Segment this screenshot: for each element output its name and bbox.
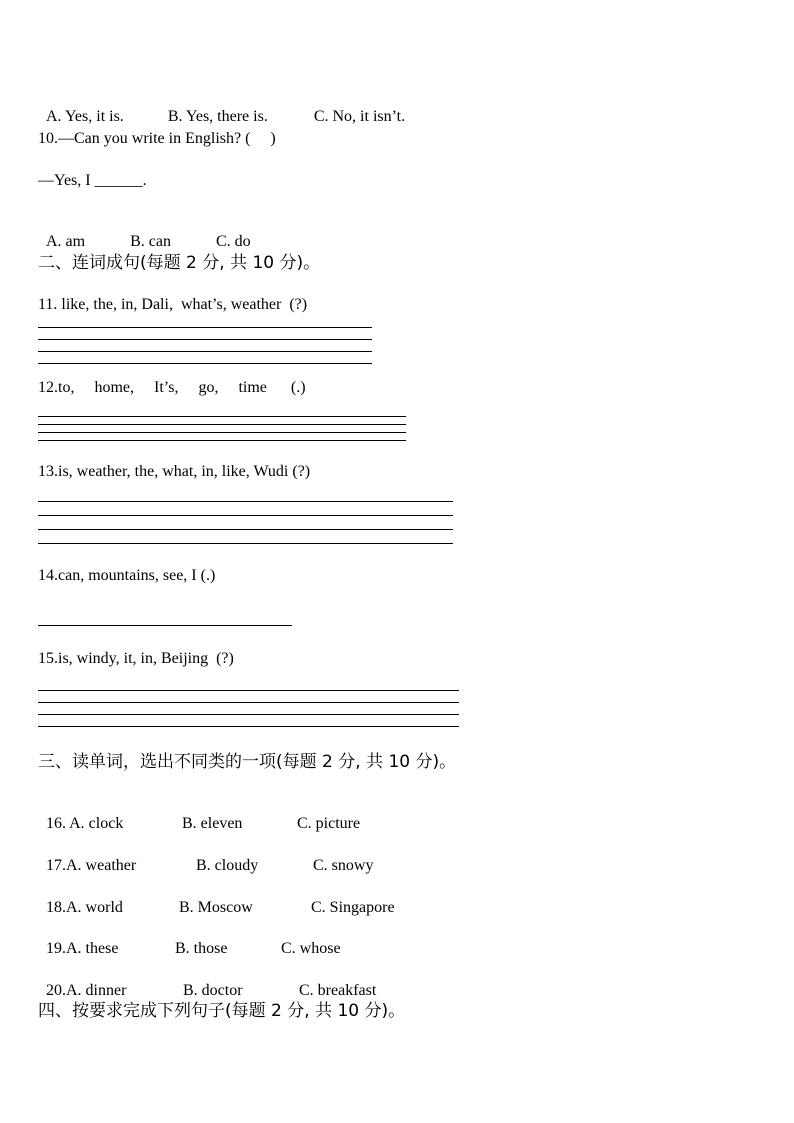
q12-answer-line-4[interactable] bbox=[38, 440, 406, 441]
q19-row bbox=[38, 919, 341, 959]
q14-text: 14.can, mountains, see, I (.) bbox=[38, 567, 216, 584]
q20-option-a: 20.A. dinner bbox=[46, 982, 127, 999]
q15-answer-line-3[interactable] bbox=[38, 714, 459, 715]
q11-answer-line-3[interactable] bbox=[38, 351, 372, 352]
q16-option-a: 16. A. clock bbox=[46, 815, 124, 832]
q19-option-b: B. those bbox=[175, 940, 228, 957]
q17-option-a: 17.A. weather bbox=[46, 857, 137, 874]
q10-option-a: A. am bbox=[46, 233, 86, 250]
q18-option-c: C. Singapore bbox=[311, 899, 395, 916]
q13-answer-line-2[interactable] bbox=[38, 515, 453, 516]
q10-option-b: B. can bbox=[130, 233, 171, 250]
q16-option-c: C. picture bbox=[297, 815, 361, 832]
q15-answer-line-4[interactable] bbox=[38, 726, 459, 727]
q11-answer-line-4[interactable] bbox=[38, 363, 372, 364]
section4-heading: 四、按要求完成下列句子(每题 2 分, 共 10 分)。 bbox=[38, 1001, 406, 1021]
q9-options bbox=[38, 87, 405, 127]
q13-answer-line-1[interactable] bbox=[38, 501, 453, 502]
q13-answer-line-3[interactable] bbox=[38, 529, 453, 530]
q10-option-c: C. do bbox=[215, 233, 251, 250]
q18-row bbox=[38, 878, 395, 918]
q16-row bbox=[38, 794, 360, 834]
q10-options bbox=[38, 212, 251, 252]
q18-option-a: 18.A. world bbox=[46, 899, 123, 916]
q10-question: 10.—Can you write in English? ( ) bbox=[38, 130, 276, 147]
q11-answer-line-1[interactable] bbox=[38, 327, 372, 328]
q19-option-c: C. whose bbox=[281, 940, 341, 957]
q15-text: 15.is, windy, it, in, Beijing (?) bbox=[38, 650, 234, 667]
q12-text: 12.to, home, It’s, go, time (.) bbox=[38, 379, 306, 396]
q15-answer-line-1[interactable] bbox=[38, 690, 459, 691]
q17-row bbox=[38, 836, 373, 876]
q17-option-b: B. cloudy bbox=[196, 857, 259, 874]
q15-answer-line-2[interactable] bbox=[38, 702, 459, 703]
q9-option-c: C. No, it isn’t. bbox=[313, 108, 406, 125]
q20-option-b: B. doctor bbox=[183, 982, 243, 999]
q11-answer-line-2[interactable] bbox=[38, 339, 372, 340]
q10-answer-line: —Yes, I ______. bbox=[38, 172, 147, 189]
q17-option-c: C. snowy bbox=[313, 857, 374, 874]
q12-answer-line-2[interactable] bbox=[38, 424, 406, 425]
q13-text: 13.is, weather, the, what, in, like, Wudi (?) bbox=[38, 463, 311, 480]
q14-answer-line[interactable] bbox=[38, 625, 292, 626]
section3-heading: 三、读单词，选出不同类的一项(每题 2 分, 共 10 分)。 bbox=[38, 752, 457, 772]
q13-answer-line-4[interactable] bbox=[38, 543, 453, 544]
q12-answer-line-3[interactable] bbox=[38, 432, 406, 433]
q20-option-c: C. breakfast bbox=[299, 982, 377, 999]
q16-option-b: B. eleven bbox=[182, 815, 243, 832]
q9-option-a: A. Yes, it is. bbox=[46, 108, 124, 125]
q9-option-b: B. Yes, there is. bbox=[167, 108, 268, 125]
q19-option-a: 19.A. these bbox=[46, 940, 119, 957]
q18-option-b: B. Moscow bbox=[179, 899, 253, 916]
q12-answer-line-1[interactable] bbox=[38, 416, 406, 417]
q11-text: 11. like, the, in, Dali, what’s, weather (?) bbox=[38, 296, 308, 313]
q20-row bbox=[38, 961, 376, 1001]
section2-heading: 二、连词成句(每题 2 分, 共 10 分)。 bbox=[38, 253, 321, 273]
